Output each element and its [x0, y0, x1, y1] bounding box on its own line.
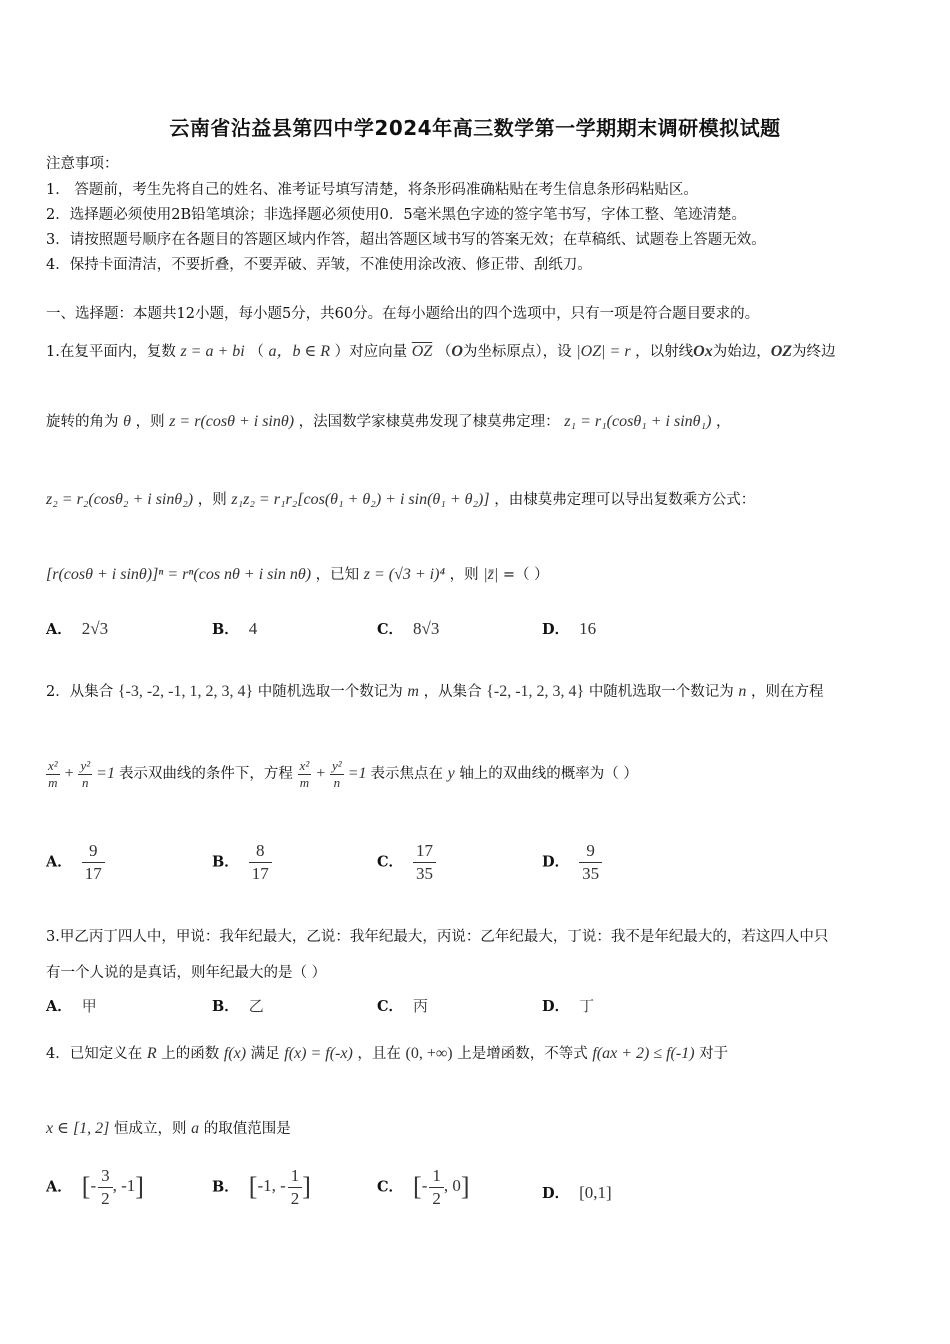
math-even-function: f(x) = f(-x) — [284, 1045, 353, 1062]
denominator: 2 — [432, 1189, 441, 1208]
math-power-formula: [r(cosθ + i sinθ)]ⁿ = rⁿ(cos nθ + i sin nθ) — [46, 566, 312, 583]
numerator: x² — [48, 758, 58, 773]
option-letter: C． — [377, 621, 404, 638]
numerator: y² — [80, 758, 91, 773]
math-oz: OZ — [770, 343, 793, 360]
option-fraction — [82, 840, 105, 885]
q1-text: 旋转的角为 — [46, 414, 119, 430]
q4-text: 满足 — [250, 1046, 280, 1062]
option-value: 甲 — [81, 999, 97, 1015]
fraction — [46, 758, 60, 791]
denominator: 35 — [416, 864, 434, 883]
left-bracket: [ — [248, 1172, 258, 1202]
question-2-line-2 — [46, 758, 638, 791]
math-z2: z₂ = r₂(cosθ₂ + i sinθ₂) — [46, 491, 194, 508]
q1-text: 1.在复平面内，复数 — [46, 344, 176, 360]
q4-option-b[interactable] — [212, 1165, 311, 1210]
option-value: [0,1] — [579, 1183, 612, 1202]
notice-item-1: 1． 答题前，考生先将自己的姓名、准考证号填写清楚，将条形码准确粘贴在考生信息条形码粘贴区。 — [46, 182, 698, 198]
notice-item-4: 4．保持卡面清洁，不要折叠，不要弄破、弄皱，不准使用涂改液、修正带、刮纸刀。 — [46, 257, 592, 273]
q1-text: 为终边 — [792, 344, 836, 360]
math-m: m — [407, 683, 419, 700]
option-letter: D． — [542, 853, 570, 871]
denominator: 2 — [101, 1189, 110, 1208]
left-bracket: [ — [413, 1172, 422, 1202]
option-fraction — [413, 840, 436, 885]
math-set-2: {-2, -1, 2, 3, 4} — [486, 683, 585, 700]
option-value: 丙 — [413, 999, 429, 1015]
option-letter: A． — [46, 621, 72, 638]
math-equation-1 — [46, 758, 119, 790]
denominator: 2 — [290, 1189, 300, 1208]
q2-option-d[interactable] — [542, 840, 602, 885]
question-2-line-1 — [46, 680, 824, 701]
left-bracket: [ — [81, 1172, 91, 1202]
q3-option-d[interactable] — [542, 995, 594, 1016]
question-1-line-2 — [46, 410, 731, 431]
option-letter: B． — [212, 998, 239, 1015]
math-set-1: {-3, -2, -1, 1, 2, 3, 4} — [117, 683, 254, 700]
option-fraction — [579, 840, 602, 885]
q2-option-a[interactable] — [46, 840, 105, 885]
option-letter: B． — [212, 621, 239, 638]
math-ox: Ox — [693, 343, 713, 360]
option-letter: B． — [212, 1178, 239, 1196]
q1-option-c[interactable] — [377, 618, 439, 639]
q2-text: 轴上的双曲线的概率为（ ） — [459, 766, 638, 783]
numerator: x² — [299, 758, 310, 773]
question-3-line-1: 3.甲乙丙丁四人中，甲说：我年纪最大，乙说：我年纪最大，丙说：乙年纪最大，丁说：我不是年纪最大的，若这四人中只 — [46, 929, 829, 945]
q1-option-b[interactable] — [212, 618, 257, 639]
math-inequality: f(ax + 2) ≤ f(-1) — [592, 1045, 695, 1062]
q1-text: ，则 — [197, 492, 227, 508]
option-letter: C． — [377, 853, 404, 871]
math-given-z: z = (√3 + i)⁴ — [363, 566, 445, 583]
option-value — [81, 1166, 144, 1208]
q1-text: ，由棣莫弗定理可以导出复数乘方公式： — [494, 492, 756, 508]
plus-sign: + — [315, 765, 327, 783]
section-heading: 一、选择题：本题共12小题，每小题5分，共60分。在每小题给出的四个选项中，只有一项是符合题目要求的。 — [46, 306, 760, 322]
math-r: R — [146, 1045, 157, 1062]
option-letter: A． — [46, 998, 72, 1015]
math-x-in-interval: x ∈ [1, 2] — [46, 1120, 110, 1137]
math-theta: θ — [123, 413, 131, 430]
option-fraction — [98, 1165, 113, 1210]
question-1-line-3 — [46, 488, 755, 509]
option-value: 16 — [579, 619, 597, 638]
q4-text: 上的函数 — [161, 1046, 220, 1062]
numerator: 8 — [249, 840, 272, 863]
option-value — [248, 1166, 311, 1208]
option-letter: A． — [46, 853, 72, 871]
question-1-line-4 — [46, 563, 549, 584]
q1-text: ， — [716, 414, 731, 430]
question-3-line-2: 有一个人说的是真话，则年纪最大的是（ ） — [46, 965, 327, 981]
denominator: m — [299, 775, 310, 790]
math-a: a — [191, 1120, 200, 1137]
q3-option-a[interactable] — [46, 995, 97, 1016]
q1-text: 为始边， — [712, 344, 771, 360]
numerator: 9 — [82, 840, 105, 863]
q1-text: ，以射线 — [635, 344, 694, 360]
option-letter: D． — [542, 998, 570, 1015]
option-prefix: -1, - — [257, 1176, 286, 1196]
math-equation-2 — [298, 758, 371, 790]
equals-one: =1 — [96, 765, 115, 783]
math-product: z₁z₂ = r₁r₂[cos(θ₁ + θ₂) + i sin(θ₁ + θ₂)] — [231, 491, 490, 508]
option-suffix: , 0 — [443, 1176, 461, 1196]
equals-one: =1 — [347, 765, 367, 783]
q4-text: 4．已知定义在 — [46, 1046, 143, 1062]
q4-text: 上是增函数，不等式 — [457, 1046, 588, 1062]
q1-text: =（ ） — [502, 567, 549, 583]
q2-option-c[interactable] — [377, 840, 436, 885]
q4-text: ，且在 — [357, 1046, 401, 1062]
q2-option-b[interactable] — [212, 840, 272, 885]
option-prefix: - — [90, 1176, 97, 1196]
math-polar-form: z = r(cosθ + i sinθ) — [169, 413, 295, 430]
denominator: 17 — [84, 864, 102, 883]
q4-option-c[interactable] — [377, 1165, 470, 1210]
q3-option-c[interactable] — [377, 995, 428, 1016]
math-z1: z₁ = r₁(cosθ₁ + i sinθ₁) — [564, 413, 712, 430]
math-interval: (0, +∞) — [405, 1045, 453, 1062]
denominator: m — [48, 775, 58, 790]
option-letter: B． — [212, 853, 239, 871]
math-n: n — [738, 683, 747, 700]
math-vector-oz: $\overline{OZ}$ — [411, 343, 433, 360]
q1-text: 为坐标原点），设 — [462, 344, 572, 360]
q1-text: （ — [249, 344, 264, 360]
numerator: 1 — [288, 1165, 303, 1188]
q2-text: 2．从集合 — [46, 684, 114, 700]
q3-option-b[interactable] — [212, 995, 264, 1016]
option-value: 2√3 — [81, 619, 109, 638]
option-value: 乙 — [248, 999, 264, 1015]
fraction — [298, 758, 312, 791]
q4-option-a[interactable] — [46, 1165, 144, 1210]
q2-text: ，则在方程 — [751, 684, 824, 700]
option-fraction — [288, 1165, 303, 1210]
option-fraction — [249, 840, 272, 885]
q1-text: ，已知 — [315, 567, 360, 583]
denominator: n — [333, 775, 341, 790]
q1-text: ，则 — [135, 414, 165, 430]
option-suffix: , -1 — [112, 1176, 136, 1196]
numerator: 17 — [413, 840, 436, 863]
numerator: 3 — [98, 1165, 113, 1188]
q2-text: 表示焦点在 — [370, 766, 443, 783]
math-origin: O — [451, 343, 463, 360]
option-letter: D． — [542, 621, 570, 638]
option-value: 8√3 — [413, 619, 440, 638]
option-letter: C． — [377, 998, 404, 1015]
right-bracket: ] — [135, 1172, 144, 1202]
fraction — [330, 758, 344, 791]
denominator: 35 — [582, 864, 600, 883]
math-z: z = a + bi — [180, 343, 245, 360]
q1-option-a[interactable] — [46, 618, 108, 639]
q2-text: 中随机选取一个数记为 — [588, 684, 734, 700]
fraction — [78, 758, 92, 791]
q1-text: ，法国数学家棣莫弗发现了棣莫弗定理： — [298, 414, 560, 430]
q4-text: 对于 — [699, 1046, 729, 1062]
math-ab-real: a，b ∈ R — [268, 343, 331, 360]
q1-text: （ — [436, 344, 452, 360]
plus-sign: + — [63, 765, 75, 783]
math-abs-oz: |OZ| = r — [576, 343, 631, 360]
option-fraction — [429, 1165, 444, 1210]
numerator: y² — [332, 758, 342, 773]
q1-text: ，则 — [449, 567, 479, 583]
question-4-line-2 — [46, 1117, 291, 1138]
question-1-line-1 — [46, 338, 836, 361]
q4-text: 的取值范围是 — [203, 1121, 291, 1137]
math-y: y — [447, 765, 455, 783]
option-letter: C． — [377, 1178, 404, 1196]
option-prefix: - — [421, 1176, 428, 1196]
option-value: 丁 — [579, 999, 595, 1015]
option-letter: D． — [542, 1185, 570, 1202]
math-fx: f(x) — [223, 1045, 247, 1062]
q2-text: 中随机选取一个数记为 — [257, 684, 403, 700]
page-title: 云南省沾益县第四中学2024年高三数学第一学期期末调研模拟试题 — [169, 116, 781, 140]
right-bracket: ] — [460, 1172, 470, 1202]
question-4-line-1 — [46, 1042, 728, 1063]
q2-text: ，从集合 — [423, 684, 482, 700]
notice-item-3: 3．请按照题号顺序在各题目的答题区域内作答，超出答题区域书写的答案无效；在草稿纸、试题卷上答题无效。 — [46, 232, 766, 248]
q2-text: 表示双曲线的条件下，方程 — [118, 766, 293, 783]
option-value: 4 — [248, 619, 258, 638]
numerator: 1 — [429, 1165, 444, 1188]
option-value — [413, 1166, 470, 1208]
right-bracket: ] — [302, 1172, 311, 1202]
denominator: 17 — [251, 864, 269, 883]
notice-item-2: 2．选择题必须使用2B铅笔填涂；非选择题必须使用0．5毫米黑色字迹的签字笔书写，字体工整、笔迹清楚。 — [46, 207, 747, 223]
q4-option-d[interactable] — [542, 1182, 612, 1203]
math-abs-conj-z: |z̄| — [483, 566, 499, 583]
q4-text: 恒成立，则 — [114, 1121, 187, 1137]
notice-heading: 注意事项： — [46, 156, 119, 172]
option-letter: A． — [46, 1178, 72, 1196]
denominator: n — [82, 775, 89, 790]
q1-option-d[interactable] — [542, 618, 596, 639]
q1-text: ）对应向量 — [334, 344, 408, 360]
numerator: 9 — [579, 840, 602, 863]
